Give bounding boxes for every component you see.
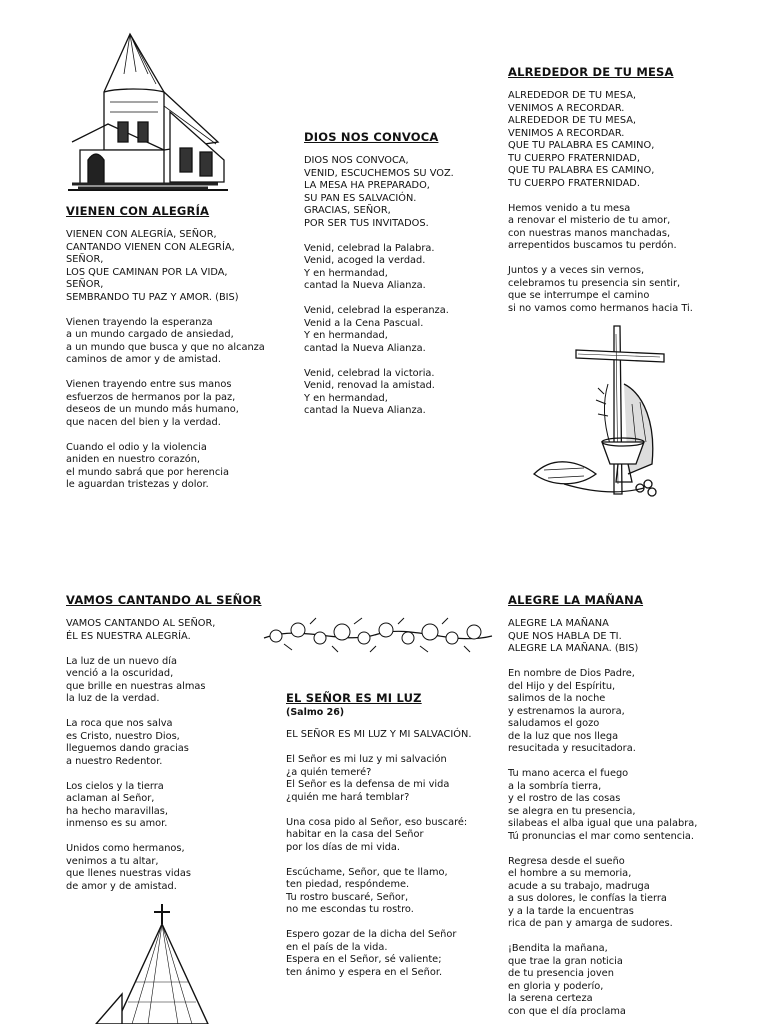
lyric-line: SEÑOR, <box>66 279 104 290</box>
lyric-line: Vienen trayendo la esperanza <box>66 316 213 328</box>
lyric-line: VENID, ESCUCHEMOS SU VOZ. <box>304 167 454 179</box>
lyric-line: deseos de un mundo más humano, <box>66 404 239 415</box>
lyric-line: saludamos el gozo <box>508 718 600 729</box>
lyric-line: Venid a la Cena Pascual. <box>304 317 424 329</box>
stanza <box>508 265 693 315</box>
lyric-line: Espera en el Señor, sé valiente; <box>286 954 442 965</box>
lyric-line: a un mundo que busca y que no alcanza <box>66 341 265 353</box>
lyric-line: con que el día proclama <box>508 1005 626 1017</box>
lyric-line: Juntos y a veces sin vernos, <box>508 265 645 276</box>
stanza <box>508 768 697 843</box>
lyric-line: ¿a quién temeré? <box>286 766 372 778</box>
lyric-line: a sus dolores, le confías la tierra <box>508 893 667 904</box>
stanza <box>508 203 693 253</box>
lyric-line: VAMOS CANTANDO AL SEÑOR, <box>66 618 216 629</box>
song-subtitle: (Salmo 26) <box>286 707 345 718</box>
lyric-line: cantad la Nueva Alianza. <box>304 280 426 291</box>
lyric-line: que nacen del bien y la verdad. <box>66 416 221 428</box>
lyric-line: venimos a tu altar, <box>66 855 159 867</box>
lyric-line: ALEGRE LA MAÑANA <box>508 618 609 629</box>
lyric-line: por los días de mi vida. <box>286 841 401 853</box>
stanza <box>508 668 697 756</box>
lyric-line: y el rostro de las cosas <box>508 793 621 804</box>
song-title: ALEGRE LA MAÑANA <box>508 593 644 607</box>
stanza <box>286 817 471 855</box>
lyric-line: con nuestras manos manchadas, <box>508 227 671 239</box>
lyric-line: Venid, acoged la verdad. <box>304 255 426 266</box>
lyric-line: caminos de amor y de amistad. <box>66 354 221 365</box>
lyric-line: y a la tarde la encuentras <box>508 905 634 917</box>
lyric-line: Y en hermandad, <box>304 267 388 279</box>
lyric-line: Tu rostro buscaré, Señor, <box>286 891 409 903</box>
lyric-line: salimos de la noche <box>508 693 606 704</box>
lyric-line: la serena certeza <box>508 993 593 1004</box>
lyric-line: GRACIAS, SEÑOR, <box>304 205 391 216</box>
stanza <box>508 618 697 656</box>
lyric-line: SEMBRANDO TU PAZ Y AMOR. (BIS) <box>66 291 239 303</box>
lyric-line: QUE NOS HABLA DE TI. <box>508 630 622 642</box>
lyric-line: rica de pan y amarga de sudores. <box>508 918 673 929</box>
lyric-line: Hemos venido a tu mesa <box>508 202 631 214</box>
lyric-line: del Hijo y del Espíritu, <box>508 680 616 692</box>
lyric-line: le aguardan tristezas y dolor. <box>66 479 209 490</box>
stanza <box>304 243 454 293</box>
lyric-line: El Señor es la defensa de mi vida <box>286 779 450 790</box>
lyric-line: Vienen trayendo entre sus manos <box>66 379 232 390</box>
stanza <box>286 929 471 979</box>
lyric-line: EL SEÑOR ES MI LUZ Y MI SALVACIÓN. <box>286 729 472 740</box>
stanza <box>286 729 471 742</box>
lyric-line: el hombre a su memoria, <box>508 868 632 879</box>
song-title: EL SEÑOR ES MI LUZ <box>286 691 422 705</box>
lyric-line: a renovar el misterio de tu amor, <box>508 215 671 226</box>
lyric-line: DIOS NOS CONVOCA, <box>304 155 409 166</box>
lyric-line: Y en hermandad, <box>304 392 388 404</box>
stanza <box>304 155 454 230</box>
lyric-line: de amor y de amistad. <box>66 880 177 892</box>
lyric-line: ALREDEDOR DE TU MESA, <box>508 90 637 101</box>
stanza <box>508 90 693 190</box>
stanza <box>66 618 262 643</box>
stanza <box>304 368 454 418</box>
lyric-line: Escúchame, Señor, que te llamo, <box>286 866 448 878</box>
lyric-line: en el país de la vida. <box>286 941 388 953</box>
lyric-line: acude a su trabajo, madruga <box>508 880 650 892</box>
lyric-line: cantad la Nueva Alianza. <box>304 342 426 354</box>
lyric-line: la luz de la verdad. <box>66 693 160 704</box>
lyric-line: de tu presencia joven <box>508 968 614 979</box>
lyric-line: el mundo sabrá que por herencia <box>66 466 229 478</box>
lyric-line: ten ánimo y espera en el Señor. <box>286 966 443 978</box>
lyric-line: VIENEN CON ALEGRÍA, SEÑOR, <box>66 229 217 240</box>
stanza <box>304 305 454 355</box>
song-title: ALREDEDOR DE TU MESA <box>508 65 674 79</box>
lyric-line: a la sombría tierra, <box>508 780 602 792</box>
lyric-line: Venid, renovad la amistad. <box>304 380 435 391</box>
song-title: VAMOS CANTANDO AL SEÑOR <box>66 593 262 607</box>
lyric-line: celebramos tu presencia sin sentir, <box>508 277 681 289</box>
lyric-line: ¡Bendita la mañana, <box>508 943 608 954</box>
song-vienen-con-alegria <box>66 204 265 504</box>
song-vamos-cantando-al-senor <box>66 593 262 906</box>
lyric-line: que brille en nuestras almas <box>66 680 206 692</box>
lyric-line: SU PAN ES SALVACIÓN. <box>304 192 417 204</box>
lyric-line: VENIMOS A RECORDAR. <box>508 102 625 114</box>
lyric-line: LOS QUE CAMINAN POR LA VIDA, <box>66 266 228 278</box>
lyric-line: lleguemos dando gracias <box>66 743 189 754</box>
lyric-line: no me escondas tu rostro. <box>286 904 414 915</box>
song-title: DIOS NOS CONVOCA <box>304 130 439 144</box>
lyric-line: Y en hermandad, <box>304 330 388 341</box>
stanza <box>66 379 265 429</box>
lyric-line: Venid, celebrad la esperanza. <box>304 305 449 316</box>
lyric-line: se alegra en tu presencia, <box>508 805 636 817</box>
lyric-line: de la luz que nos llega <box>508 730 619 742</box>
lyric-line: Una cosa pido al Señor, eso buscaré: <box>286 816 468 828</box>
lyric-line: silabeas el alba igual que una palabra, <box>508 818 698 829</box>
lyric-line: Cuando el odio y la violencia <box>66 441 207 453</box>
stanza <box>66 843 262 893</box>
lyric-line: TU CUERPO FRATERNIDAD, <box>508 152 640 164</box>
lyric-line: QUE TU PALABRA ES CAMINO, <box>508 140 655 151</box>
lyric-line: cantad la Nueva Alianza. <box>304 405 426 416</box>
lyric-line: La luz de un nuevo día <box>66 655 177 667</box>
lyric-line: ÉL ES NUESTRA ALEGRÍA. <box>66 630 191 642</box>
stanza <box>66 442 265 492</box>
lyric-line: CANTANDO VIENEN CON ALEGRÍA, <box>66 241 235 253</box>
stanza <box>508 856 697 931</box>
lyric-line: TU CUERPO FRATERNIDAD. <box>508 177 640 189</box>
lyric-line: aclaman al Señor, <box>66 793 155 804</box>
lyric-line: SEÑOR, <box>66 254 104 265</box>
lyric-line: Regresa desde el sueño <box>508 855 625 867</box>
stanza <box>66 718 262 768</box>
lyric-line: ALREDEDOR DE TU MESA, <box>508 115 637 126</box>
song-alrededor-de-tu-mesa <box>508 65 693 328</box>
lyric-line: ALEGRE LA MAÑANA. (BIS) <box>508 643 639 654</box>
stanza <box>66 317 265 367</box>
floral-garland-drawing <box>262 616 494 654</box>
lyric-line: Espero gozar de la dicha del Señor <box>286 929 457 940</box>
lyric-line: Tu mano acerca el fuego <box>508 768 629 779</box>
lyric-line: ten piedad, respóndeme. <box>286 879 410 890</box>
lyric-line: Unidos como hermanos, <box>66 843 185 854</box>
song-alegre-la-manana <box>508 593 697 1031</box>
church-cross-drawing <box>92 902 216 1024</box>
lyric-line: si no vamos como hermanos hacia Ti. <box>508 302 693 314</box>
lyric-line: Los cielos y la tierra <box>66 780 164 792</box>
cross-bread-wine-drawing <box>524 324 668 504</box>
lyric-line: En nombre de Dios Padre, <box>508 668 635 679</box>
lyric-line: a nuestro Redentor. <box>66 755 163 767</box>
lyric-line: que se interrumpe el camino <box>508 290 650 301</box>
lyric-line: en gloria y poderío, <box>508 980 604 992</box>
lyric-line: Venid, celebrad la victoria. <box>304 367 435 379</box>
stanza <box>66 781 262 831</box>
lyric-line: que llenes nuestras vidas <box>66 868 191 879</box>
lyric-line: POR SER TUS INVITADOS. <box>304 217 429 229</box>
lyric-line: ¿quién me hará temblar? <box>286 791 410 803</box>
lyric-line: aniden en nuestro corazón, <box>66 454 201 465</box>
lyric-line: Tú pronuncias el mar como sentencia. <box>508 830 695 842</box>
chapel-drawing <box>68 32 228 194</box>
lyric-line: resucitada y resucitadora. <box>508 743 636 754</box>
lyric-line: El Señor es mi luz y mi salvación <box>286 754 447 765</box>
lyric-line: QUE TU PALABRA ES CAMINO, <box>508 165 655 176</box>
stanza <box>66 229 265 304</box>
lyric-line: arrepentidos buscamos tu perdón. <box>508 240 677 251</box>
stanza <box>286 754 471 804</box>
lyric-line: inmenso es su amor. <box>66 818 168 829</box>
lyric-line: y estrenamos la aurora, <box>508 705 625 717</box>
lyric-line: que trae la gran noticia <box>508 955 623 967</box>
lyric-line: VENIMOS A RECORDAR. <box>508 127 625 139</box>
lyric-line: LA MESA HA PREPARADO, <box>304 180 430 191</box>
lyric-line: La roca que nos salva <box>66 718 173 729</box>
song-dios-nos-convoca <box>304 130 454 430</box>
song-title: VIENEN CON ALEGRÍA <box>66 204 210 218</box>
stanza <box>66 656 262 706</box>
lyric-line: habitar en la casa del Señor <box>286 829 424 840</box>
lyric-line: esfuerzos de hermanos por la paz, <box>66 391 236 403</box>
lyric-line: venció a la oscuridad, <box>66 668 174 679</box>
song-el-senor-es-mi-luz <box>286 691 471 992</box>
lyric-line: Venid, celebrad la Palabra. <box>304 242 435 254</box>
stanza <box>286 867 471 917</box>
lyric-line: es Cristo, nuestro Dios, <box>66 730 180 742</box>
lyric-line: ha hecho maravillas, <box>66 805 169 817</box>
stanza <box>508 943 697 1018</box>
lyric-line: a un mundo cargado de ansiedad, <box>66 329 234 340</box>
